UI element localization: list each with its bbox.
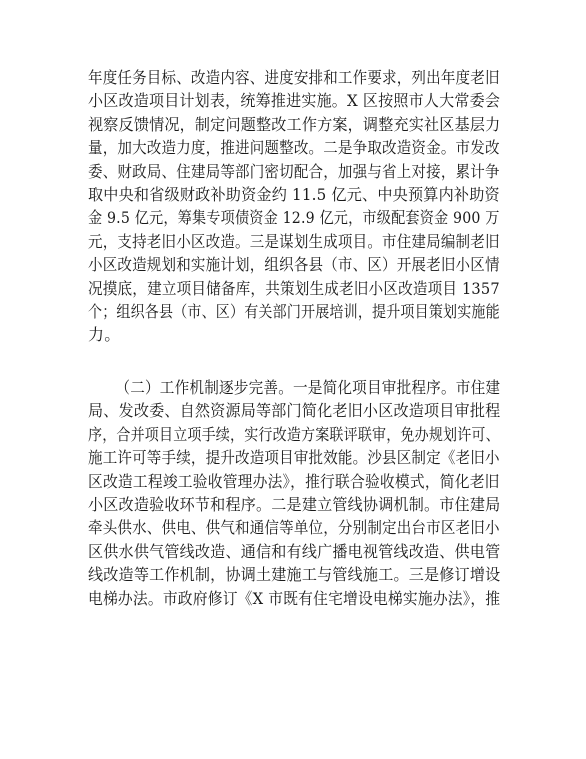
paragraph-line: 视察反馈情况，制定问题整改工作方案，调整充实社区基层力 bbox=[88, 114, 501, 134]
paragraph-line: 小区改造项目计划表，统筹推进实施。X 区按照市人大常委会 bbox=[88, 91, 501, 111]
paragraph-line: 量，加大改造力度，推进问题整改。二是争取改造资金。市发改 bbox=[88, 138, 500, 158]
paragraph-line: 局、发改委、自然资源局等部门简化老旧小区改造项目审批程 bbox=[88, 401, 501, 421]
paragraph-line: 力。 bbox=[88, 325, 121, 345]
paragraph-line: 施工许可等手续，提升改造项目审批效能。沙县区制定《老旧小 bbox=[88, 448, 500, 468]
paragraph-line: 电梯办法。市政府修订《X 市既有住宅增设电梯实施办法》，推 bbox=[88, 588, 501, 608]
paragraph-line: 序，合并项目立项手续，实行改造方案联评联审，免办规划许可、 bbox=[88, 424, 500, 444]
paragraph-line: 取中央和省级财政补助资金约 11.5 亿元、中央预算内补助资 bbox=[88, 184, 500, 204]
paragraph-line: 金 9.5 亿元，筹集专项债资金 12.9 亿元，市级配套资金 900 万 bbox=[88, 208, 500, 228]
paragraph-line-text: （二）工作机制逐步完善。一是简化项目审批程序。市住建 bbox=[115, 378, 501, 397]
paragraph-line-first bbox=[88, 376, 501, 399]
paragraph-line: 元，支持老旧小区改造。三是谋划生成项目。市住建局编制老旧 bbox=[88, 231, 500, 251]
paragraph-2 bbox=[88, 376, 500, 610]
paragraph-line: 线改造等工作机制，协调土建施工与管线施工。三是修订增设 bbox=[88, 565, 501, 585]
paragraph-1 bbox=[88, 66, 500, 347]
paragraph-line: 小区改造验收环节和程序。二是建立管线协调机制。市住建局 bbox=[88, 494, 501, 514]
paragraph-line: 区供水供气管线改造、通信和有线广播电视管线改造、供电管 bbox=[88, 541, 501, 561]
paragraph-line: 委、财政局、住建局等部门密切配合，加强与省上对接，累计争 bbox=[88, 161, 500, 181]
paragraph-line: 况摸底，建立项目储备库，共策划生成老旧小区改造项目 1357 bbox=[88, 278, 500, 298]
paragraph-line: 个；组织各县（市、区）有关部门开展培训，提升项目策划实施能 bbox=[88, 301, 500, 321]
paragraph-line: 小区改造规划和实施计划，组织各县（市、区）开展老旧小区情 bbox=[88, 255, 500, 275]
paragraph-line: 区改造工程竣工验收管理办法》，推行联合验收模式，简化老旧 bbox=[88, 471, 500, 491]
paragraph-line: 牵头供水、供电、供气和通信等单位，分别制定出台市区老旧小 bbox=[88, 518, 500, 538]
paragraph-line: 年度任务目标、改造内容、进度安排和工作要求，列出年度老旧 bbox=[88, 68, 500, 87]
